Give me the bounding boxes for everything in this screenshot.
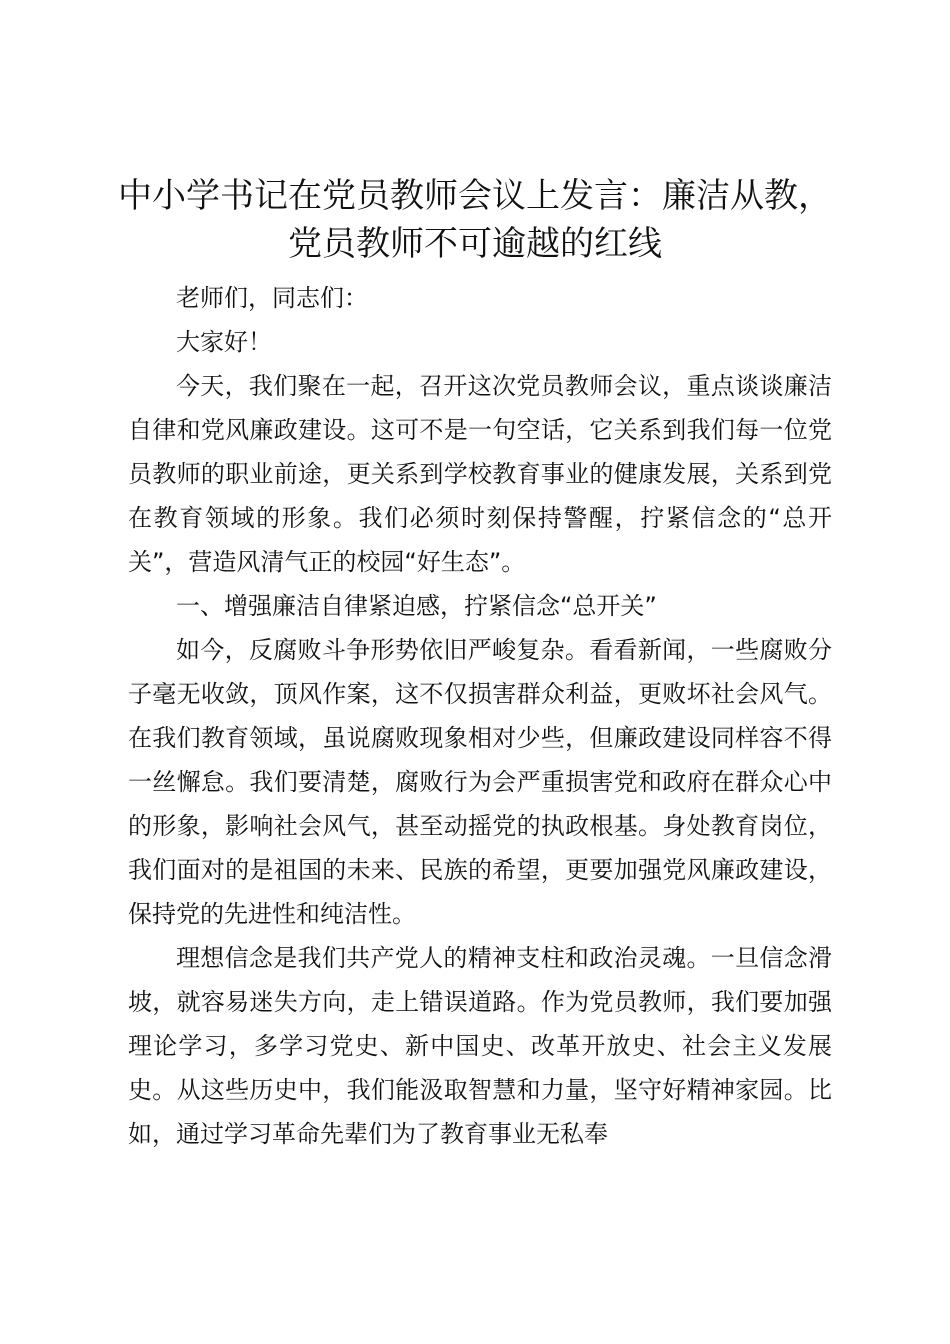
title-line-1: 中小学书记在党员教师会议上发言：廉洁从教，: [118, 176, 832, 216]
document-title: [110, 172, 840, 268]
body-paragraph: 理想信念是我们共产党人的精神支柱和政治灵魂。一旦信念滑坡，就容易迷失方向，走上错误道路。作为党员教师，我们要加强理论学习，多学习党史、新中国史、改革开放史、社会主义发展史。从这些历史中，我们能汲取智慧和力量，坚守好精神家园。比如，通过学习革命先辈们为了教育事业无私奉: [128, 944, 832, 1148]
title-line-2: 党员教师不可逾越的红线: [288, 224, 662, 264]
greeting-paragraph: 老师们，同志们：: [176, 284, 368, 312]
section-heading: 一、增强廉洁自律紧迫感，拧紧信念“总开关”: [176, 592, 657, 620]
document-body: [128, 276, 832, 1156]
intro-paragraph: 今天，我们聚在一起，召开这次党员教师会议，重点谈谈廉洁自律和党风廉政建设。这可不是一句空话，它关系到我们每一位党员教师的职业前途，更关系到学校教育事业的健康发展，关系到党在教育领域的形象。我们必须时刻保持警醒，拧紧信念的“总开关”，营造风清气正的校园“好生态”。: [128, 372, 832, 576]
body-paragraph: 如今，反腐败斗争形势依旧严峻复杂。看看新闻，一些腐败分子毫无收敛，顶风作案，这不仅损害群众利益，更败坏社会风气。在我们教育领域，虽说腐败现象相对少些，但廉政建设同样容不得一丝懈怠。我们要清楚，腐败行为会严重损害党和政府在群众心中的形象，影响社会风气，甚至动摇党的执政根基。身处教育岗位，我们面对的是祖国的未来、民族的希望，更要加强党风廉政建设，保持党的先进性和纯洁性。: [128, 636, 832, 928]
salutation-paragraph: 大家好！: [176, 328, 272, 356]
